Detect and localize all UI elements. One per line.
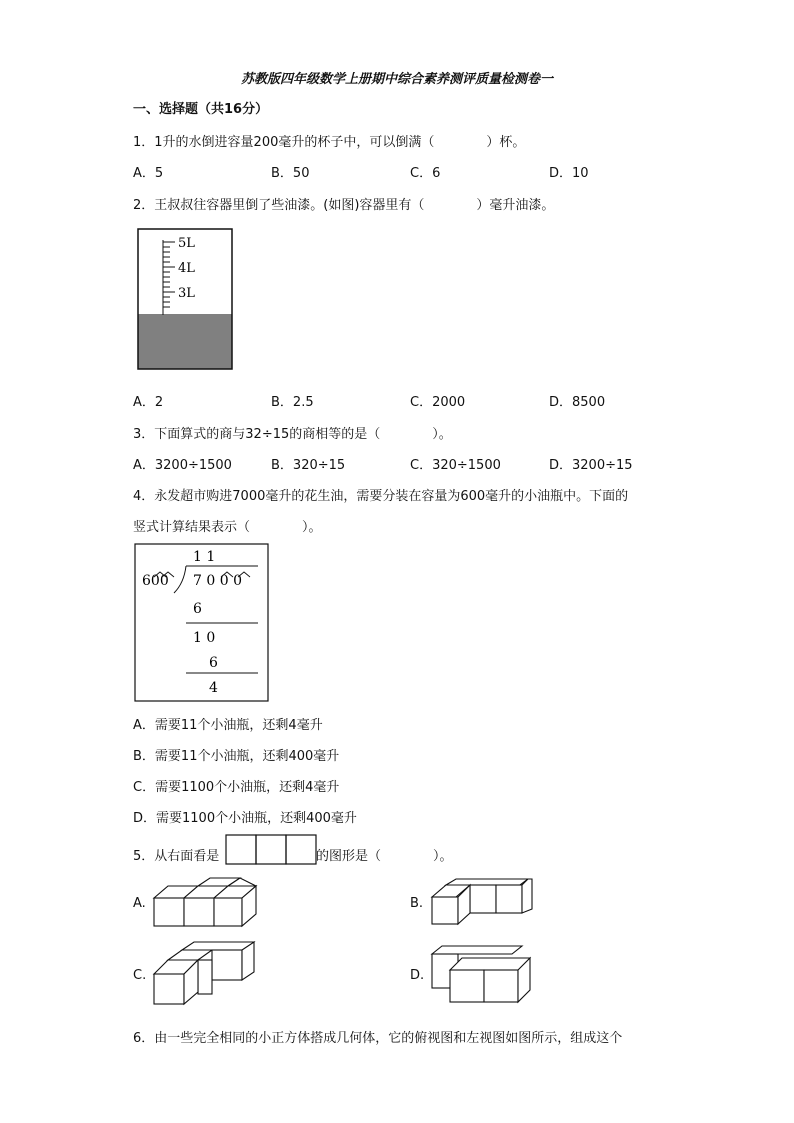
division-step2: 1 0 — [193, 630, 216, 646]
q1-stem: 1．1升的水倒进容量200毫升的杯子中，可以倒满（ ）杯。 — [133, 135, 526, 150]
division-dividend: 7 0 0 0 — [193, 573, 242, 589]
page-title: 苏教版四年级数学上册期中综合素养测评质量检测卷一 — [240, 72, 553, 87]
q5-side-view-figure — [225, 834, 318, 865]
q4-stem-line2: 竖式计算结果表示（ ）。 — [133, 520, 322, 535]
q2-option-b[interactable]: B．2.5 — [271, 395, 314, 410]
q5-option-c-cubes[interactable] — [152, 940, 258, 1008]
q3-option-b[interactable]: B．320÷15 — [271, 458, 346, 473]
q4-option-a[interactable]: A．需要11个小油瓶，还剩4毫升 — [133, 718, 323, 733]
q5-option-d-cubes[interactable] — [430, 944, 534, 1006]
division-step1: 6 — [193, 601, 202, 617]
q5-option-b-cubes[interactable] — [430, 877, 536, 927]
q2-option-c[interactable]: C．2000 — [410, 395, 466, 410]
q4-stem-line1: 4．永发超市购进7000毫升的花生油，需要分装在容量为600毫升的小油瓶中。下面的 — [133, 489, 629, 504]
q5-option-a-cubes[interactable] — [152, 876, 260, 928]
q1-option-c[interactable]: C．6 — [410, 166, 441, 181]
q4-option-c[interactable]: C．需要1100个小油瓶，还剩4毫升 — [133, 780, 340, 795]
division-quotient: 1 1 — [193, 549, 216, 565]
q4-long-division-figure — [134, 543, 269, 702]
q2-stem: 2．王叔叔往容器里倒了些油漆。(如图)容器里有（ ）毫升油漆。 — [133, 198, 555, 213]
q3-option-a[interactable]: A．3200÷1500 — [133, 458, 232, 473]
q5-option-c-label[interactable]: C. — [133, 968, 147, 983]
q5-stem-prefix: 5．从右面看是 — [133, 849, 220, 864]
q4-option-b[interactable]: B．需要11个小油瓶，还剩400毫升 — [133, 749, 340, 764]
q3-option-c[interactable]: C．320÷1500 — [410, 458, 501, 473]
paint-fill — [138, 314, 232, 369]
q2-option-d[interactable]: D．8500 — [549, 395, 606, 410]
q1-option-a[interactable]: A．5 — [133, 166, 164, 181]
q5-option-d-label[interactable]: D. — [410, 968, 425, 983]
scale-label-5l: 5L — [178, 236, 195, 251]
q5-option-a-label[interactable]: A. — [133, 896, 146, 911]
q6-stem: 6．由一些完全相同的小正方体搭成几何体，它的俯视图和左视图如图所示，组成这个 — [133, 1031, 623, 1046]
division-step3: 6 — [209, 655, 218, 671]
section-heading: 一、选择题（共16分） — [133, 102, 269, 117]
q2-container-figure — [137, 228, 233, 370]
q1-option-b[interactable]: B．50 — [271, 166, 310, 181]
q2-option-a[interactable]: A．2 — [133, 395, 164, 410]
division-divisor: 600 — [142, 573, 169, 589]
q1-option-d[interactable]: D．10 — [549, 166, 589, 181]
measuring-scale — [163, 240, 175, 315]
scale-label-3l: 3L — [178, 286, 195, 301]
q5-stem-suffix: 的图形是（ ）。 — [316, 849, 453, 864]
division-remainder: 4 — [209, 680, 218, 696]
q5-option-b-label[interactable]: B. — [410, 896, 424, 911]
q4-option-d[interactable]: D．需要1100个小油瓶，还剩400毫升 — [133, 811, 357, 826]
q3-stem: 3．下面算式的商与32÷15的商相等的是（ ）。 — [133, 427, 452, 442]
q3-option-d[interactable]: D．3200÷15 — [549, 458, 633, 473]
scale-label-4l: 4L — [178, 261, 195, 276]
